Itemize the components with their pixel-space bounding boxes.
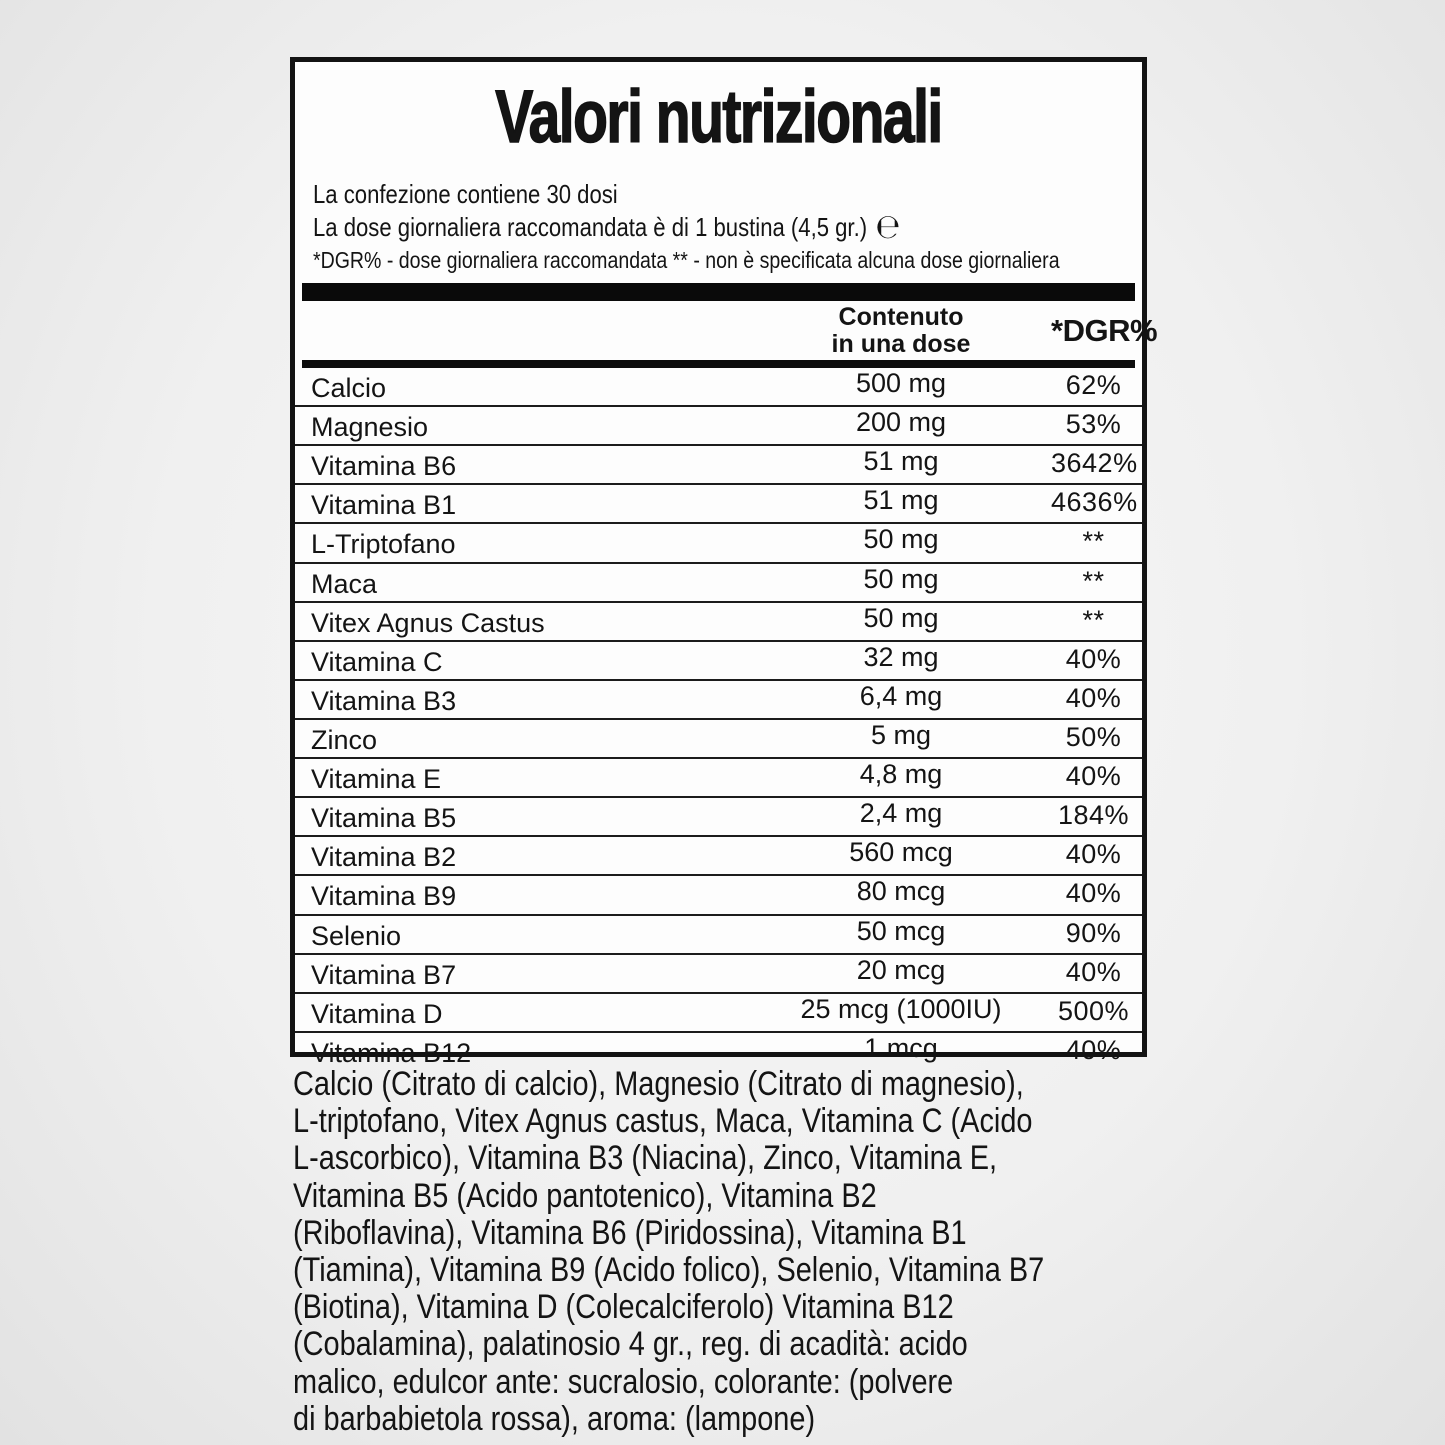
- info-dgr-note-line: *DGR% - dose giornaliera raccomandata ** - non è specificata alcuna dose giornaliera: [313, 247, 1060, 273]
- table-row: [295, 522, 1142, 561]
- nutrient-amount: 50 mg: [863, 563, 939, 594]
- nutrient-name: Vitamina B6: [311, 451, 457, 482]
- nutrient-name: Vitamina B3: [311, 685, 457, 716]
- nutrient-amount: 1 mcg: [864, 1032, 938, 1063]
- column-header-content-line2: in una dose: [831, 329, 971, 358]
- table-row: [295, 368, 1142, 405]
- nutrient-amount: 50 mcg: [856, 915, 946, 946]
- table-row: [295, 796, 1142, 835]
- nutrient-name: Vitamina B5: [311, 803, 457, 834]
- ingredients-line: (Riboflavina), Vitamina B6 (Piridossina), Vitamina B1: [293, 1213, 967, 1252]
- nutrient-dgr-percent: **: [1082, 604, 1105, 635]
- nutrient-name: Vitamina B12: [311, 1037, 472, 1068]
- nutrient-name: Vitamina B2: [311, 842, 457, 873]
- nutrient-dgr-percent: 40%: [1065, 643, 1122, 674]
- nutrient-dgr-percent: 40%: [1065, 761, 1122, 792]
- ingredients-line: (Tiamina), Vitamina B9 (Acido folico), Selenio, Vitamina B7: [293, 1251, 1045, 1290]
- info-block: [313, 178, 1142, 275]
- nutrient-amount: 200 mg: [855, 407, 947, 438]
- nutrient-amount: 51 mg: [863, 485, 939, 516]
- nutrient-dgr-percent: 500%: [1057, 995, 1130, 1026]
- table-row: [295, 953, 1142, 992]
- nutrient-name: Vitex Agnus Castus: [311, 607, 545, 638]
- nutrient-amount: 80 mcg: [856, 876, 946, 907]
- nutrient-name: Vitamina B7: [311, 959, 457, 990]
- nutrient-dgr-percent: 3642%: [1051, 448, 1138, 479]
- estimated-sign: ℮: [875, 207, 901, 247]
- info-doses-line: La confezione contiene 30 dosi: [313, 179, 618, 209]
- nutrient-dgr-percent: 90%: [1065, 917, 1122, 948]
- column-header-content: [751, 304, 1051, 358]
- column-header-content-line1: Contenuto: [838, 302, 964, 331]
- nutrient-amount: 4,8 mg: [859, 759, 943, 790]
- nutrient-amount: 6,4 mg: [859, 680, 943, 711]
- ingredients-line: L-ascorbico), Vitamina B3 (Niacina), Zinco, Vitamina E,: [293, 1139, 998, 1178]
- ingredients-line: (Cobalamina), palatinosio 4 gr., reg. di acadità: acido: [293, 1325, 968, 1364]
- nutrient-dgr-percent: **: [1082, 565, 1105, 596]
- top-divider-bar: [302, 283, 1135, 301]
- nutrient-amount: 20 mcg: [856, 954, 946, 985]
- nutrient-dgr-percent: 50%: [1065, 722, 1122, 753]
- nutrient-dgr-percent: 53%: [1065, 409, 1122, 440]
- table-row: [295, 835, 1142, 874]
- info-dose-size-line: [313, 207, 1018, 247]
- info-dose-size-text: La dose giornaliera raccomandata è di 1 bustina (4,5 gr.): [313, 212, 868, 242]
- nutrient-name: Magnesio: [311, 412, 429, 443]
- label-title: Valori nutrizionali: [495, 75, 942, 159]
- nutrient-dgr-percent: 40%: [1065, 682, 1122, 713]
- table-row: [295, 718, 1142, 757]
- nutrition-label-box: [290, 57, 1158, 1068]
- table-row: [295, 444, 1142, 483]
- table-row: [295, 757, 1142, 796]
- nutrient-amount: 500 mg: [855, 368, 947, 399]
- table-row: [295, 640, 1142, 679]
- nutrient-amount: 51 mg: [863, 446, 939, 477]
- nutrient-dgr-percent: 40%: [1065, 878, 1122, 909]
- nutrient-amount: 50 mg: [863, 524, 939, 555]
- ingredients-text: [293, 1066, 1433, 1438]
- nutrient-amount: 560 mcg: [849, 837, 953, 868]
- nutrient-amount: 2,4 mg: [859, 798, 943, 829]
- nutrient-amount: 25 mcg (1000IU): [800, 993, 1002, 1024]
- ingredients-line: (Biotina), Vitamina D (Colecalciferolo) Vitamina B12: [293, 1288, 954, 1327]
- nutrient-name: Vitamina B1: [311, 490, 457, 521]
- table-row: [295, 483, 1142, 522]
- nutrient-name: Selenio: [311, 920, 402, 951]
- table-row: [295, 992, 1142, 1031]
- nutrient-name: Vitamina E: [311, 764, 442, 795]
- nutrient-name: L-Triptofano: [311, 529, 456, 560]
- nutrient-name: Zinco: [311, 725, 378, 756]
- nutrient-name: Vitamina B9: [311, 881, 457, 912]
- table-header: [295, 301, 1158, 360]
- nutrient-dgr-percent: **: [1082, 526, 1105, 557]
- nutrient-name: Vitamina D: [311, 998, 443, 1029]
- nutrient-dgr-percent: 40%: [1065, 839, 1122, 870]
- nutrient-dgr-percent: 184%: [1057, 800, 1130, 831]
- column-header-dgr: *DGR%: [1051, 312, 1158, 348]
- header-divider-line: [302, 360, 1135, 368]
- nutrient-amount: 50 mg: [863, 602, 939, 633]
- table-row: [295, 601, 1142, 640]
- ingredients-line: L-triptofano, Vitex Agnus castus, Maca, Vitamina C (Acido: [293, 1102, 1033, 1141]
- ingredients-line: Vitamina B5 (Acido pantotenico), Vitamina B2: [293, 1176, 877, 1215]
- nutrient-dgr-percent: 4636%: [1051, 487, 1138, 518]
- nutrient-name: Calcio: [311, 373, 387, 404]
- nutrient-dgr-percent: 40%: [1065, 956, 1122, 987]
- nutrient-name: Vitamina C: [311, 646, 443, 677]
- table-row: [295, 874, 1142, 913]
- table-row: [295, 405, 1142, 444]
- nutrient-dgr-percent: 40%: [1065, 1034, 1122, 1065]
- ingredients-line: malico, edulcor ante: sucralosio, colorante: (polvere: [293, 1362, 954, 1401]
- table-row: [295, 679, 1142, 718]
- table-row: [295, 562, 1142, 601]
- nutrient-name: Maca: [311, 568, 378, 599]
- ingredients-line: di barbabietola rossa), aroma: (lampone): [293, 1399, 816, 1438]
- table-row: [295, 914, 1142, 953]
- nutrient-amount: 5 mg: [870, 720, 932, 751]
- ingredients-line: Calcio (Citrato di calcio), Magnesio (Citrato di magnesio),: [293, 1065, 1024, 1103]
- table-body: [295, 368, 1142, 1070]
- nutrient-amount: 32 mg: [863, 641, 939, 672]
- nutrient-dgr-percent: 62%: [1065, 370, 1122, 401]
